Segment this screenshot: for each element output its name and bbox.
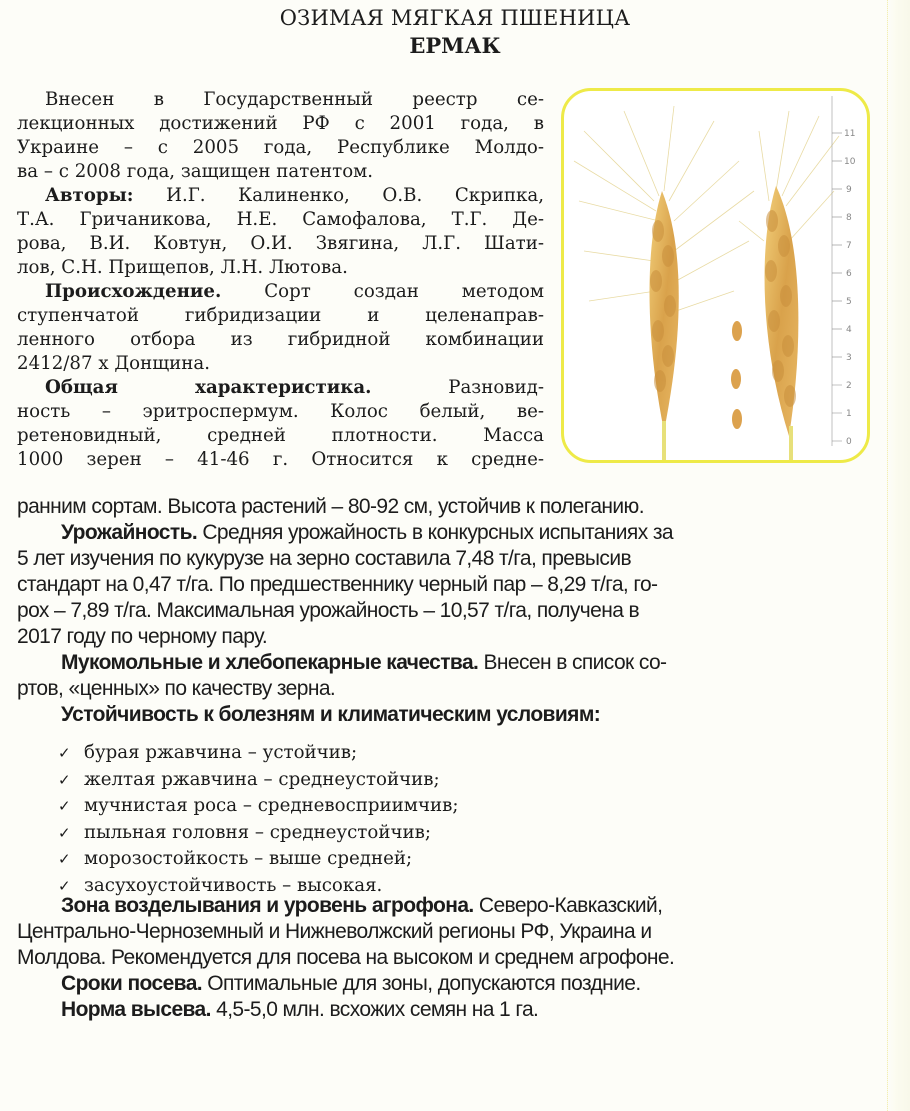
- origin-label: Происхождение.: [45, 281, 222, 302]
- general-label: Общая характеристика.: [45, 377, 372, 398]
- page-title: [0, 4, 910, 60]
- seeding-rate-label: Норма высева.: [61, 998, 211, 1021]
- origin-paragraph: Происхождение. Сорт создан методом: [45, 281, 544, 302]
- page-edge: [887, 0, 910, 1111]
- checkmark-icon: ✓: [58, 850, 71, 869]
- svg-text:11: 11: [844, 129, 856, 139]
- svg-text:10: 10: [844, 157, 856, 167]
- baking-label: Мукомольные и хлебопекарные качества.: [61, 651, 479, 674]
- yield-paragraph: Урожайность. Средняя урожайность в конкурсных испытаниях за: [61, 521, 673, 544]
- authors-paragraph: Авторы: И.Г. Калиненко, О.В. Скрипка,: [45, 185, 544, 206]
- list-item: ✓ желтая ржавчина – среднеустойчив;: [58, 767, 458, 794]
- intro-column: Внесен в Государственный реестр се- лекционных достижений РФ с 2001 года, в Украине – с 2005 года, Республике Молдо- ва – с 2008 года, защищен патентом. Авторы: И.Г. Калиненко, О.В. Скрипка, Т.А. Гричаникова, Н.Е. Самофалова, Т.Г. Де- рова, В.И. Ковтун, О.И. Звягина, Л.Г. Шати- лов, С.Н. Прищепов, Л.Н. Лютова. Происхождение. Сорт создан методом ступенчатой гибридизации и целенаправ- ленного отбора из гибридной комбинации 2412/87 х Донщина. Общая характеристика. Разновид- ность – эритроспермум. Колос белый, ве- ретеновидный, средней плотности. Масса 1000 зерен – 41-46 г. Относится к средне-: [17, 89, 545, 470]
- variety-name-heading: ЕРМАК: [409, 33, 501, 58]
- checkmark-icon: ✓: [58, 797, 71, 816]
- yield-label: Урожайность.: [61, 521, 198, 544]
- registry-paragraph: Внесен в Государственный реестр се-: [45, 89, 544, 110]
- baking-paragraph: Мукомольные и хлебопекарные качества. Внесен в список со-: [61, 651, 667, 674]
- checkmark-icon: ✓: [58, 823, 71, 842]
- checkmark-icon: ✓: [58, 744, 71, 762]
- general-paragraph: Общая характеристика. Разновид-: [45, 377, 545, 398]
- list-item: ✓ мучнистая роса – средневосприимчив;: [58, 793, 458, 820]
- list-item: ✓ пыльная головня – среднеустойчив;: [58, 820, 458, 847]
- zone-label: Зона возделывания и уровень агрофона.: [61, 894, 474, 917]
- svg-text:8: 8: [846, 213, 852, 223]
- list-item: ✓ морозостойкость – выше средней;: [58, 846, 458, 873]
- sowing-time-paragraph: Сроки посева. Оптимальные для зоны, допускаются поздние.: [61, 972, 641, 995]
- wheat-photo-frame: [561, 88, 870, 463]
- authors-label: Авторы:: [45, 185, 134, 206]
- svg-text:9: 9: [846, 185, 852, 195]
- body-condensed: ранним сортам. Высота растений – 80-92 см, устойчив к полеганию. Урожайность. Средняя урожайность в конкурсных испытаниях за 5 лет изучения по кукурузе на зерно составила 7,48 т/га, превысив стандарт на 0,47 т/га. По предшественнику черный пар – 8,29 т/га, го- рох – 7,89 т/га. Максимальная урожайность – 10,57 т/га, получена в 2017 году по черному пару. Мукомольные и хлебопекарные качества. Внесен в список со- ртов, «ценных» по качеству зерна. Устойчивость к болезням и климатическим условиям:: [17, 494, 857, 728]
- crop-type-heading: ОЗИМАЯ МЯГКАЯ ПШЕНИЦА: [279, 6, 631, 30]
- svg-text:4: 4: [846, 325, 852, 335]
- list-item: ✓ засухоустойчивость – высокая.: [58, 873, 458, 900]
- svg-text:2: 2: [846, 381, 852, 391]
- checkmark-icon: ✓: [58, 876, 71, 895]
- svg-text:0: 0: [846, 437, 852, 447]
- body-condensed-bottom: Зона возделывания и уровень агрофона. Северо-Кавказский, Центрально-Черноземный и Нижневолжский регионы РФ, Украина и Молдова. Рекомендуется для посева на высоком и среднем агрофоне. Сроки посева. Оптимальные для зоны, допускаются поздние. Норма высева. 4,5-5,0 млн. всхожих семян на 1 га.: [17, 893, 857, 1023]
- list-item: ✓ бурая ржавчина – устойчив;: [58, 740, 458, 767]
- zone-paragraph: Зона возделывания и уровень агрофона. Северо-Кавказский,: [61, 894, 663, 917]
- svg-text:6: 6: [846, 269, 852, 279]
- resistance-list: [58, 740, 458, 900]
- svg-text:3: 3: [846, 353, 852, 363]
- seeding-rate-paragraph: Норма высева. 4,5-5,0 млн. всхожих семян на 1 га.: [61, 998, 539, 1021]
- svg-text:5: 5: [846, 297, 852, 307]
- svg-text:7: 7: [846, 241, 852, 251]
- svg-text:1: 1: [846, 409, 852, 419]
- resistance-heading: Устойчивость к болезням и климатическим условиям:: [61, 703, 601, 726]
- wheat-ears-image: [564, 91, 867, 460]
- checkmark-icon: ✓: [58, 770, 71, 789]
- sowing-time-label: Сроки посева.: [61, 972, 203, 995]
